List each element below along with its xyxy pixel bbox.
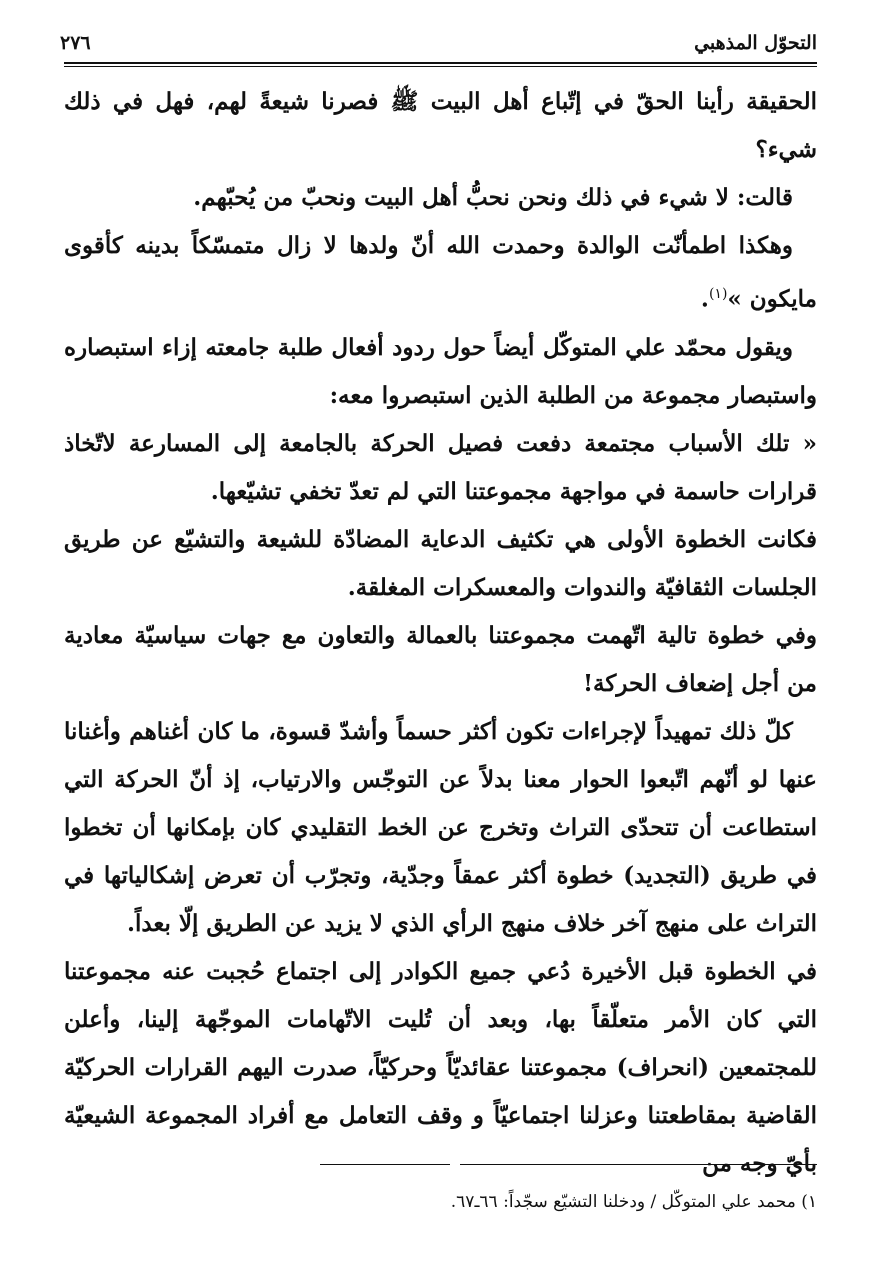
header-rule: [64, 62, 817, 64]
page-header: [60, 26, 817, 60]
footnote-reference: (١): [708, 286, 728, 302]
footnote-separator: [460, 1164, 817, 1165]
running-title: التحوّل المذهبي: [694, 32, 817, 54]
page-number: ٢٧٦: [60, 32, 91, 54]
paragraph: وفي خطوة تالية اتّهمت مجموعتنا بالعمالة والتعاون مع جهات سياسيّة معادية من أجل إضعاف الحركة!: [64, 621, 817, 697]
paragraph: الحقيقة رأينا الحقّ في إتّباع أهل البيت ﷺ فصرنا شيعةً لهم، فهل في ذلك شيء؟: [64, 88, 817, 163]
paragraph-text: وهكذا اطمأنّت الوالدة وحمدت الله أنّ ولدها لا زال متمسّكاً بدينه كأقوى مايكون »: [64, 232, 817, 313]
paragraph: فكانت الخطوة الأولى هي تكثيف الدعاية المضادّة للشيعة والتشيّع عن طريق الجلسات الثقافيّة والندوات والمعسكرات المغلقة.: [64, 525, 817, 601]
paragraph: ويقول محمّد علي المتوكّل أيضاً حول ردود أفعال طلبة جامعته إزاء استبصاره واستبصار مجموعة من الطلبة الذين استبصروا معه:: [64, 333, 817, 409]
paragraph: وهكذا اطمأنّت الوالدة وحمدت الله أنّ ولدها لا زال متمسّكاً بدينه كأقوى مايكون »$^{(١)}$.: [64, 232, 817, 313]
paragraph: قالت: لا شيء في ذلك ونحن نحبُّ أهل البيت ونحبّ من يُحبّهم.: [193, 184, 793, 211]
footnote-separator-short: [320, 1164, 450, 1165]
paragraph: « تلك الأسباب مجتمعة دفعت فصيل الحركة بالجامعة إلى المسارعة لاتّخاذ قرارات حاسمة في مواجهة مجموعتنا التي لم تعدّ تخفي تشيّعها.: [64, 429, 817, 505]
header-rule-thin: [64, 66, 817, 67]
paragraph: كلّ ذلك تمهيداً لإجراءات تكون أكثر حسماً وأشدّ قسوة، ما كان أغناهم وأغنانا عنها لو أنّهم اتّبعوا الحوار معنا بدلاً عن التوجّس والارتياب، إذ أنّ الحركة التي استطاعت أن تتحدّى التراث وتخرج عن الخط التقليدي كان بإمكانها أن تخطوا في طريق (التجديد) خطوة أكثر عمقاً وجدّية، وتجرّب أن تعرض إشكالياتها في التراث على منهج آخر خلاف منهج الرأي الذي لا يزيد عن الطريق إلّا بعداً.: [64, 717, 817, 937]
paragraph: في الخطوة قبل الأخيرة دُعي جميع الكوادر إلى اجتماع حُجبت عنه مجموعتنا التي كان الأمر متعلّقاً بها، وبعد أن تُليت الاتّهامات الموجّهة إلينا، وأعلن للمجتمعين (انحراف) مجموعتنا عقائديّاً وحركيّاً، صدرت اليهم القرارات الحركيّة القاضية بمقاطعتنا وعزلنا اجتماعيّاً و وقف التعامل مع أفراد المجموعة الشيعيّة بأيّ وجه من: [64, 957, 817, 1177]
body-text: [64, 78, 817, 1188]
footnote: ١) محمد علي المتوكّل / ودخلنا التشيّع سجّداً: ٦٦ـ٦٧.: [450, 1192, 817, 1212]
